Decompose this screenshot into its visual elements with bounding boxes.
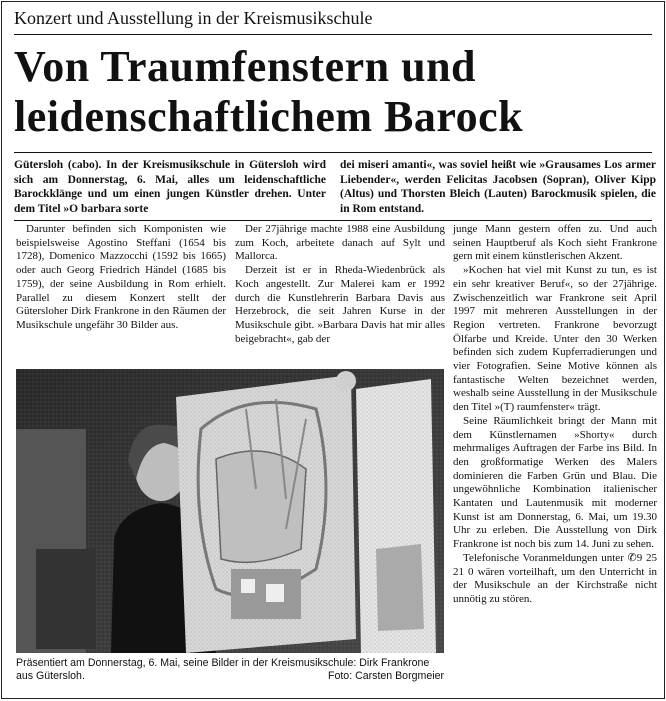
column3-paragraph-3: Seine Räumlichkeit bringt der Mann mit dem Künstlernamen »Shorty« durch mehrmaliges Auftragen der Farbe ins Bild. In den großformatige Werken des Malers dominieren die Farben Grün und Blau. Die ungewöhnliche Kombination italienischer Kantaten und Lautenmusik mit moderner Kunst ist am Donnerstag, 6. Mai, um 19.30 Uhr zu erleben. Die Ausstellung von Dirk Frankrone ist noch bis zum 14. Juni zu sehen.	[453, 414, 657, 551]
body-column-2	[235, 223, 445, 346]
column1-paragraph-1: Darunter befinden sich Komponisten wie beispielsweise Agostino Steffani (1654 bis 1728), Domenico Mazzocchi (1592 bis 1665) oder auch Georg Friedrich Händel (1685 bis 1759), der seine Ausbildung in Rom erhielt. Parallel zu diesem Konzert stellt der Gütersloher Dirk Frankrone in den Räumen der Musikschule ungefähr 30 Bilder aus.	[16, 223, 226, 331]
newspaper-clipping	[1, 1, 665, 699]
photo-caption	[16, 657, 444, 683]
kicker-divider	[14, 34, 652, 35]
lead-divider	[14, 220, 652, 221]
photo-credit: Foto: Carsten Borgmeier	[328, 670, 444, 682]
caption-text: Präsentiert am Donnerstag, 6. Mai, seine Bilder in der Kreismusikschule: Dirk Frankrone aus Gütersloh.	[16, 657, 430, 682]
column3-paragraph-2: »Kochen hat viel mit Kunst zu tun, es ist ein sehr kreativer Beruf«, so der 27jährige. Zwischenzeitlich war Frankrone seit April 1997 mit mehreren Ausstellungen in der Region vertreten. Frankrone bevorzugt Ölfarbe und Kreide. Unter den 30 Werken befinden sich zudem Kupferradierungen und vier Fotografien. Seine Motive können als fantastische Welten bezeichnet werden, weshalb seine Ausstellung in der Musikschule den Titel »(T) raumfenster« trägt.	[453, 264, 657, 414]
column2-paragraph-2: Derzeit ist er in Rheda-Wiedenbrück als Koch angestellt. Zur Malerei kam er 1992 durch die Kunstlehrerin Barbara Davis aus Herzebrock, die seit Jahren Kurse in der Musikschule gibt. »Barbara Davis hat mir alles beigebracht«, gab der	[235, 264, 445, 345]
article-photo	[16, 369, 444, 653]
headline-divider	[14, 152, 652, 153]
lead-paragraph-left: Gütersloh (cabo). In der Kreismusikschule in Gütersloh wird sich am Donnerstag, 6. Mai, alles um leidenschaftliche Barockklänge und um einen jungen Künstler drehen. Unter dem Titel »O barbara sorte	[14, 159, 326, 215]
column3-paragraph-4: Telefonische Voranmeldungen unter ✆9 25 21 0 wären vorteilhaft, um den Unterricht in der Musikschule an der Kirchstraße nicht unnötig zu stören.	[453, 551, 657, 605]
kicker-line: Konzert und Ausstellung in der Kreismusikschule	[14, 8, 373, 28]
photo-artist-with-painting	[16, 369, 444, 653]
lead-paragraph-right: dei miseri amanti«, was soviel heißt wie »Grausames Los armer Liebender«, werden Felicitas Jacobsen (Sopran), Oliver Kipp (Altus) und Thorsten Bleich (Lauten) Barockmusik spielen, die in Rom entstand.	[340, 159, 656, 215]
headline	[14, 42, 654, 142]
headline-line-1: Von Traumfenstern und	[14, 42, 477, 91]
body-column-3	[453, 223, 657, 607]
body-column-1	[16, 223, 226, 333]
column2-paragraph-1: Der 27jährige machte 1988 eine Ausbildung zum Koch, arbeitete danach auf Sylt und Mallorca.	[235, 223, 445, 263]
headline-line-2: leidenschaftlichem Barock	[14, 92, 524, 141]
column3-paragraph-1: junge Mann gestern offen zu. Und auch seinen Hauptberuf als Koch sieht Frankrone gern mit einem künstlerischen Akzent.	[453, 223, 657, 263]
